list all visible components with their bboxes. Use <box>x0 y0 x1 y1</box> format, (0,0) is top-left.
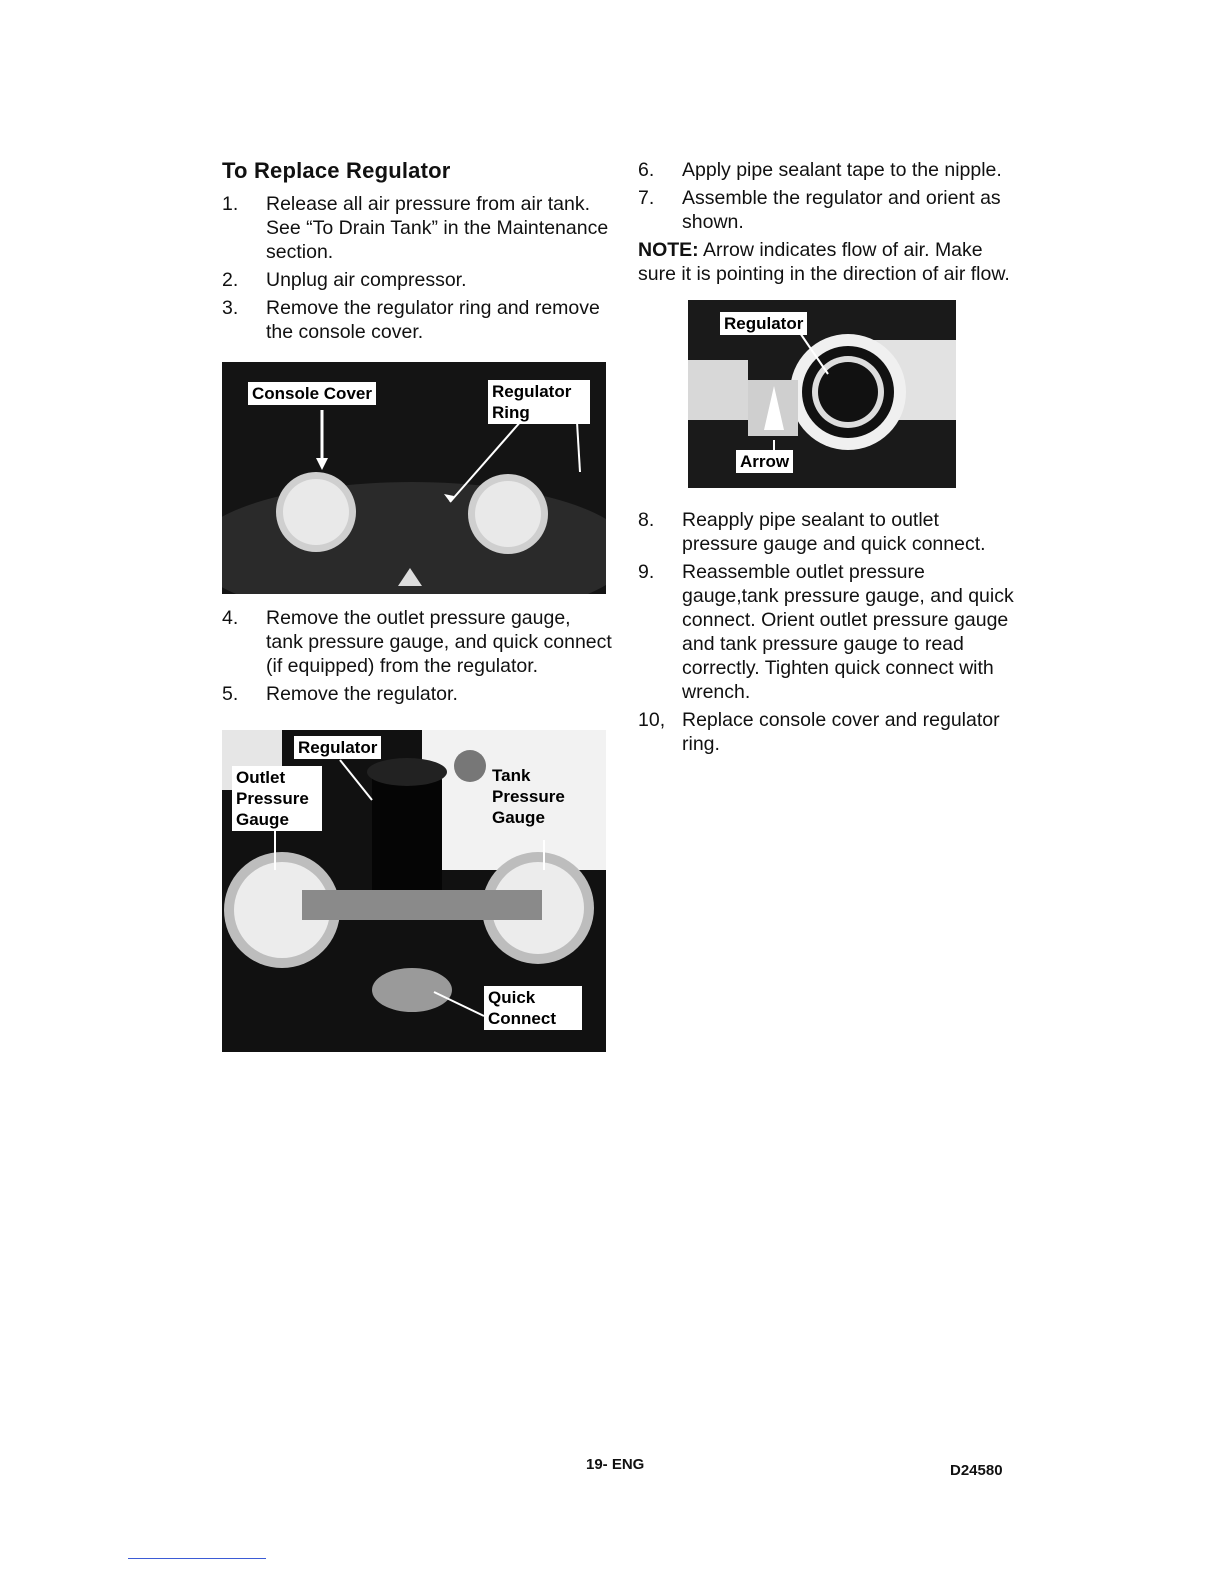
steps-list-c <box>638 158 1018 234</box>
list-item: 9. Reassemble outlet pressure gauge,tank pressure gauge, and quick connect. Orient outlet pressure gauge and tank pressure gauge to read correctly. Tighten quick connect with wrench. <box>638 561 1014 703</box>
label-regulator-top: Regulator <box>720 312 807 335</box>
photo-regulator-gauges <box>222 730 606 1052</box>
list-item: 8. Reapply pipe sealant to outlet pressure gauge and quick connect. <box>638 509 986 555</box>
photo-regulator-arrow <box>688 300 956 488</box>
label-quick-connect: Quick Connect <box>484 986 582 1030</box>
note-prefix: NOTE: <box>638 239 699 261</box>
page-number: 19- ENG <box>586 1456 645 1473</box>
list-item: 2. Unplug air compressor. <box>222 269 467 291</box>
list-item: 7. Assemble the regulator and orient as shown. <box>638 187 1001 233</box>
list-item: 10, Replace console cover and regulator ring. <box>638 709 1000 755</box>
note-paragraph <box>638 238 1018 286</box>
list-item: 6. Apply pipe sealant tape to the nipple. <box>638 159 1002 181</box>
steps-list-a <box>222 192 612 344</box>
label-regulator: Regulator <box>294 736 381 759</box>
document-code: D24580 <box>950 1462 1003 1479</box>
right-column <box>638 158 1018 760</box>
footnote-divider <box>128 1558 266 1559</box>
list-item: 3. Remove the regulator ring and remove the console cover. <box>222 297 600 343</box>
label-tank-pressure-gauge: Tank Pressure Gauge <box>492 766 565 827</box>
label-regulator-ring: Regulator Ring <box>488 380 590 424</box>
section-title: To Replace Regulator <box>222 158 451 183</box>
label-arrow: Arrow <box>736 450 793 473</box>
label-outlet-pressure-gauge: Outlet Pressure Gauge <box>232 766 322 831</box>
note-text: Arrow indicates flow of air. Make sure it is pointing in the direction of air flow. <box>638 239 1010 285</box>
left-column <box>222 158 612 1064</box>
steps-list-d <box>638 508 1018 756</box>
list-item: 4. Remove the outlet pressure gauge, tank pressure gauge, and quick connect (if equipped) from the regulator. <box>222 607 612 677</box>
steps-list-b <box>222 606 612 706</box>
label-console-cover: Console Cover <box>248 382 376 405</box>
list-item: 5. Remove the regulator. <box>222 683 458 705</box>
list-item: 1. Release all air pressure from air tank. See “To Drain Tank” in the Maintenance section. <box>222 193 609 263</box>
photo-console-cover <box>222 362 606 594</box>
